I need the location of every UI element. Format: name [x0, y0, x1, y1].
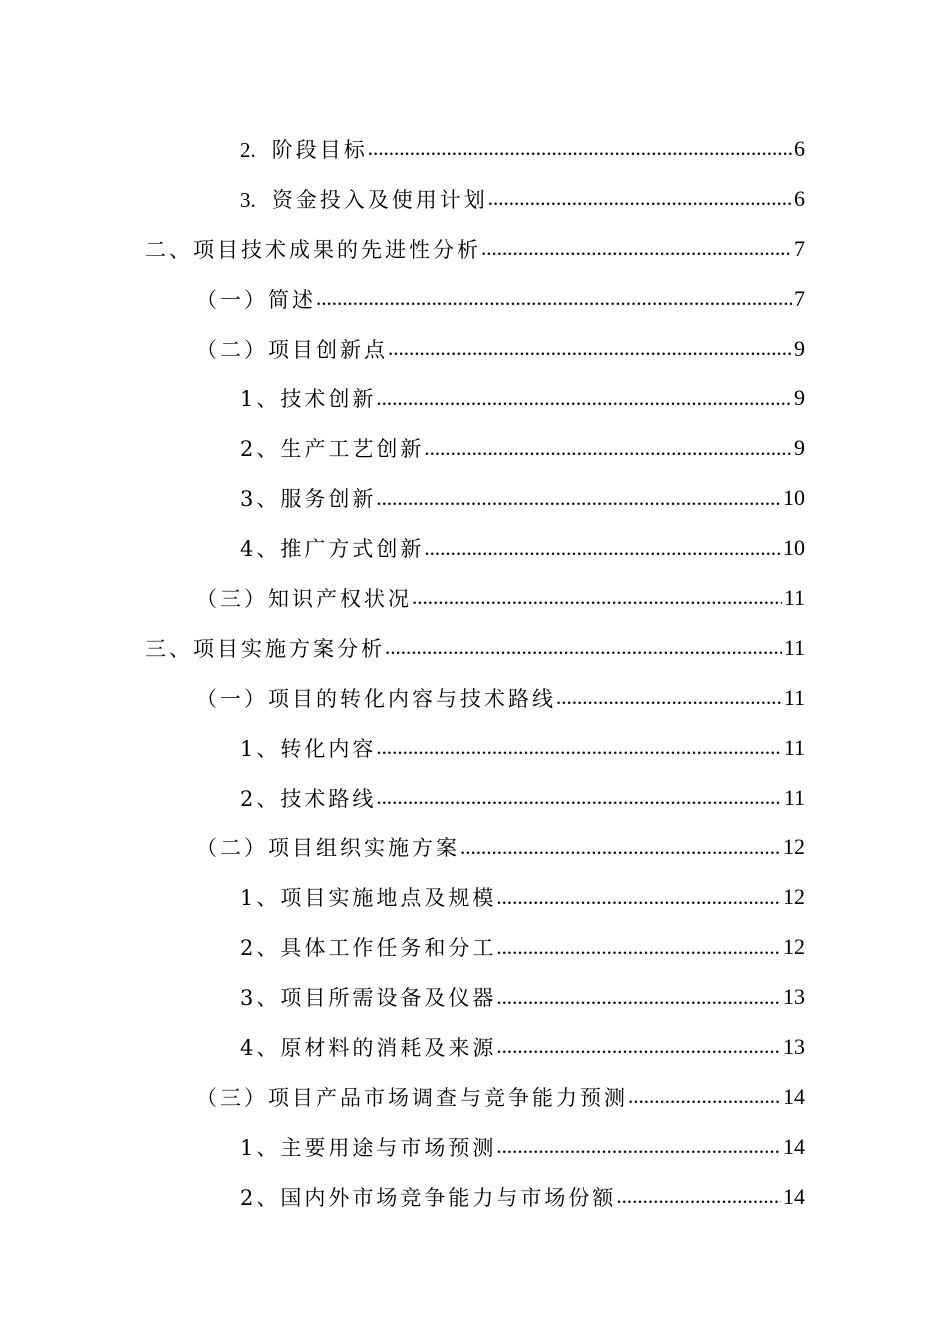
- toc-entry-title: 1、主要用途与市场预测: [240, 1135, 497, 1160]
- toc-dot-leader: [488, 186, 792, 211]
- toc-entry[interactable]: [0, 673, 950, 723]
- toc-entry[interactable]: [0, 872, 950, 922]
- toc-dot-leader: [376, 735, 781, 760]
- toc-dot-leader: [424, 536, 781, 561]
- toc-dot-leader: [385, 635, 782, 660]
- toc-entry[interactable]: [0, 922, 950, 972]
- toc-entry-title: 二、项目技术成果的先进性分析: [145, 237, 481, 262]
- toc-page-number: 13: [783, 1033, 805, 1059]
- toc-entry[interactable]: [0, 1022, 950, 1072]
- toc-entry[interactable]: [0, 174, 950, 224]
- toc-page-number: 11: [783, 684, 805, 710]
- toc-entry[interactable]: [0, 523, 950, 573]
- toc-entry[interactable]: [0, 1122, 950, 1172]
- toc-entry-title: 4、推广方式创新: [240, 537, 425, 562]
- toc-entry-title: （三）项目产品市场调查与竞争能力预测: [196, 1085, 628, 1110]
- toc-dot-leader: [368, 136, 792, 161]
- toc-entry-title: 1、技术创新: [240, 387, 377, 412]
- toc-page-number: 14: [783, 1083, 805, 1109]
- toc-page-number: 13: [783, 984, 805, 1010]
- toc-entry-title: 1、项目实施地点及规模: [240, 886, 497, 911]
- toc-entry-title: （一）项目的转化内容与技术路线: [196, 686, 556, 711]
- toc-dot-leader: [628, 1084, 781, 1109]
- toc-page-number: 7: [794, 285, 805, 311]
- toc-page-number: 12: [783, 934, 805, 960]
- toc-entry[interactable]: [0, 324, 950, 374]
- toc-entry[interactable]: [0, 423, 950, 473]
- toc-entry-title: （二）项目创新点: [196, 337, 388, 362]
- toc-entry[interactable]: [0, 623, 950, 673]
- toc-entry-title: （一）简述: [196, 287, 316, 312]
- toc-page-number: 12: [783, 884, 805, 910]
- toc-dot-leader: [496, 985, 781, 1010]
- toc-entry-title: 2、国内外市场竞争能力与市场份额: [240, 1185, 617, 1210]
- toc-entry[interactable]: [0, 373, 950, 423]
- toc-entry-title: （二）项目组织实施方案: [196, 836, 460, 861]
- toc-entry[interactable]: [0, 1072, 950, 1122]
- toc-entry-title: 2、具体工作任务和分工: [240, 936, 497, 961]
- toc-page-number: 11: [783, 734, 805, 760]
- toc-entry[interactable]: [0, 972, 950, 1022]
- toc-dot-leader: [481, 236, 792, 261]
- toc-entry-title: 3. 资金投入及使用计划: [240, 187, 488, 212]
- toc-entry-title: 4、原材料的消耗及来源: [240, 1035, 497, 1060]
- toc-entry-number: 3.: [240, 187, 256, 212]
- toc-entry-title: （三）知识产权状况: [196, 586, 412, 611]
- toc-entry-title: 3、服务创新: [240, 487, 377, 512]
- toc-page-number: 14: [783, 1133, 805, 1159]
- table-of-contents: [0, 124, 950, 1222]
- toc-entry[interactable]: [0, 274, 950, 324]
- toc-entry-title: 2、生产工艺创新: [240, 437, 425, 462]
- toc-dot-leader: [424, 436, 792, 461]
- toc-dot-leader: [316, 286, 792, 311]
- toc-dot-leader: [496, 885, 781, 910]
- toc-entry[interactable]: [0, 224, 950, 274]
- toc-entry[interactable]: [0, 723, 950, 773]
- toc-entry[interactable]: [0, 1172, 950, 1222]
- toc-entry-title: 2. 阶段目标: [240, 137, 368, 162]
- toc-entry[interactable]: [0, 473, 950, 523]
- toc-entry-title: 1、转化内容: [240, 736, 377, 761]
- toc-dot-leader: [616, 1184, 781, 1209]
- toc-dot-leader: [556, 685, 782, 710]
- toc-entry-title: 三、项目实施方案分析: [145, 636, 385, 661]
- toc-page-number: 6: [794, 135, 805, 161]
- toc-dot-leader: [388, 336, 792, 361]
- toc-page-number: 11: [783, 634, 805, 660]
- toc-page-number: 10: [783, 485, 805, 511]
- toc-dot-leader: [376, 486, 781, 511]
- toc-dot-leader: [496, 1034, 781, 1059]
- toc-dot-leader: [460, 835, 781, 860]
- toc-dot-leader: [376, 386, 792, 411]
- toc-page-number: 9: [794, 435, 805, 461]
- toc-entry-number: 2.: [240, 137, 256, 162]
- toc-dot-leader: [496, 1134, 781, 1159]
- toc-page-number: 10: [783, 535, 805, 561]
- toc-page-number: 7: [794, 235, 805, 261]
- toc-page-number: 9: [794, 335, 805, 361]
- toc-dot-leader: [412, 585, 782, 610]
- toc-entry[interactable]: [0, 573, 950, 623]
- toc-entry[interactable]: [0, 822, 950, 872]
- toc-dot-leader: [376, 785, 781, 810]
- toc-page-number: 9: [794, 385, 805, 411]
- toc-entry[interactable]: [0, 124, 950, 174]
- toc-page-number: 6: [794, 185, 805, 211]
- toc-page-number: 11: [783, 584, 805, 610]
- toc-page-number: 12: [783, 834, 805, 860]
- toc-entry-title: 2、技术路线: [240, 786, 377, 811]
- toc-dot-leader: [496, 935, 781, 960]
- toc-page-number: 14: [783, 1183, 805, 1209]
- toc-entry-title: 3、项目所需设备及仪器: [240, 986, 497, 1011]
- toc-page-number: 11: [783, 784, 805, 810]
- toc-entry[interactable]: [0, 773, 950, 823]
